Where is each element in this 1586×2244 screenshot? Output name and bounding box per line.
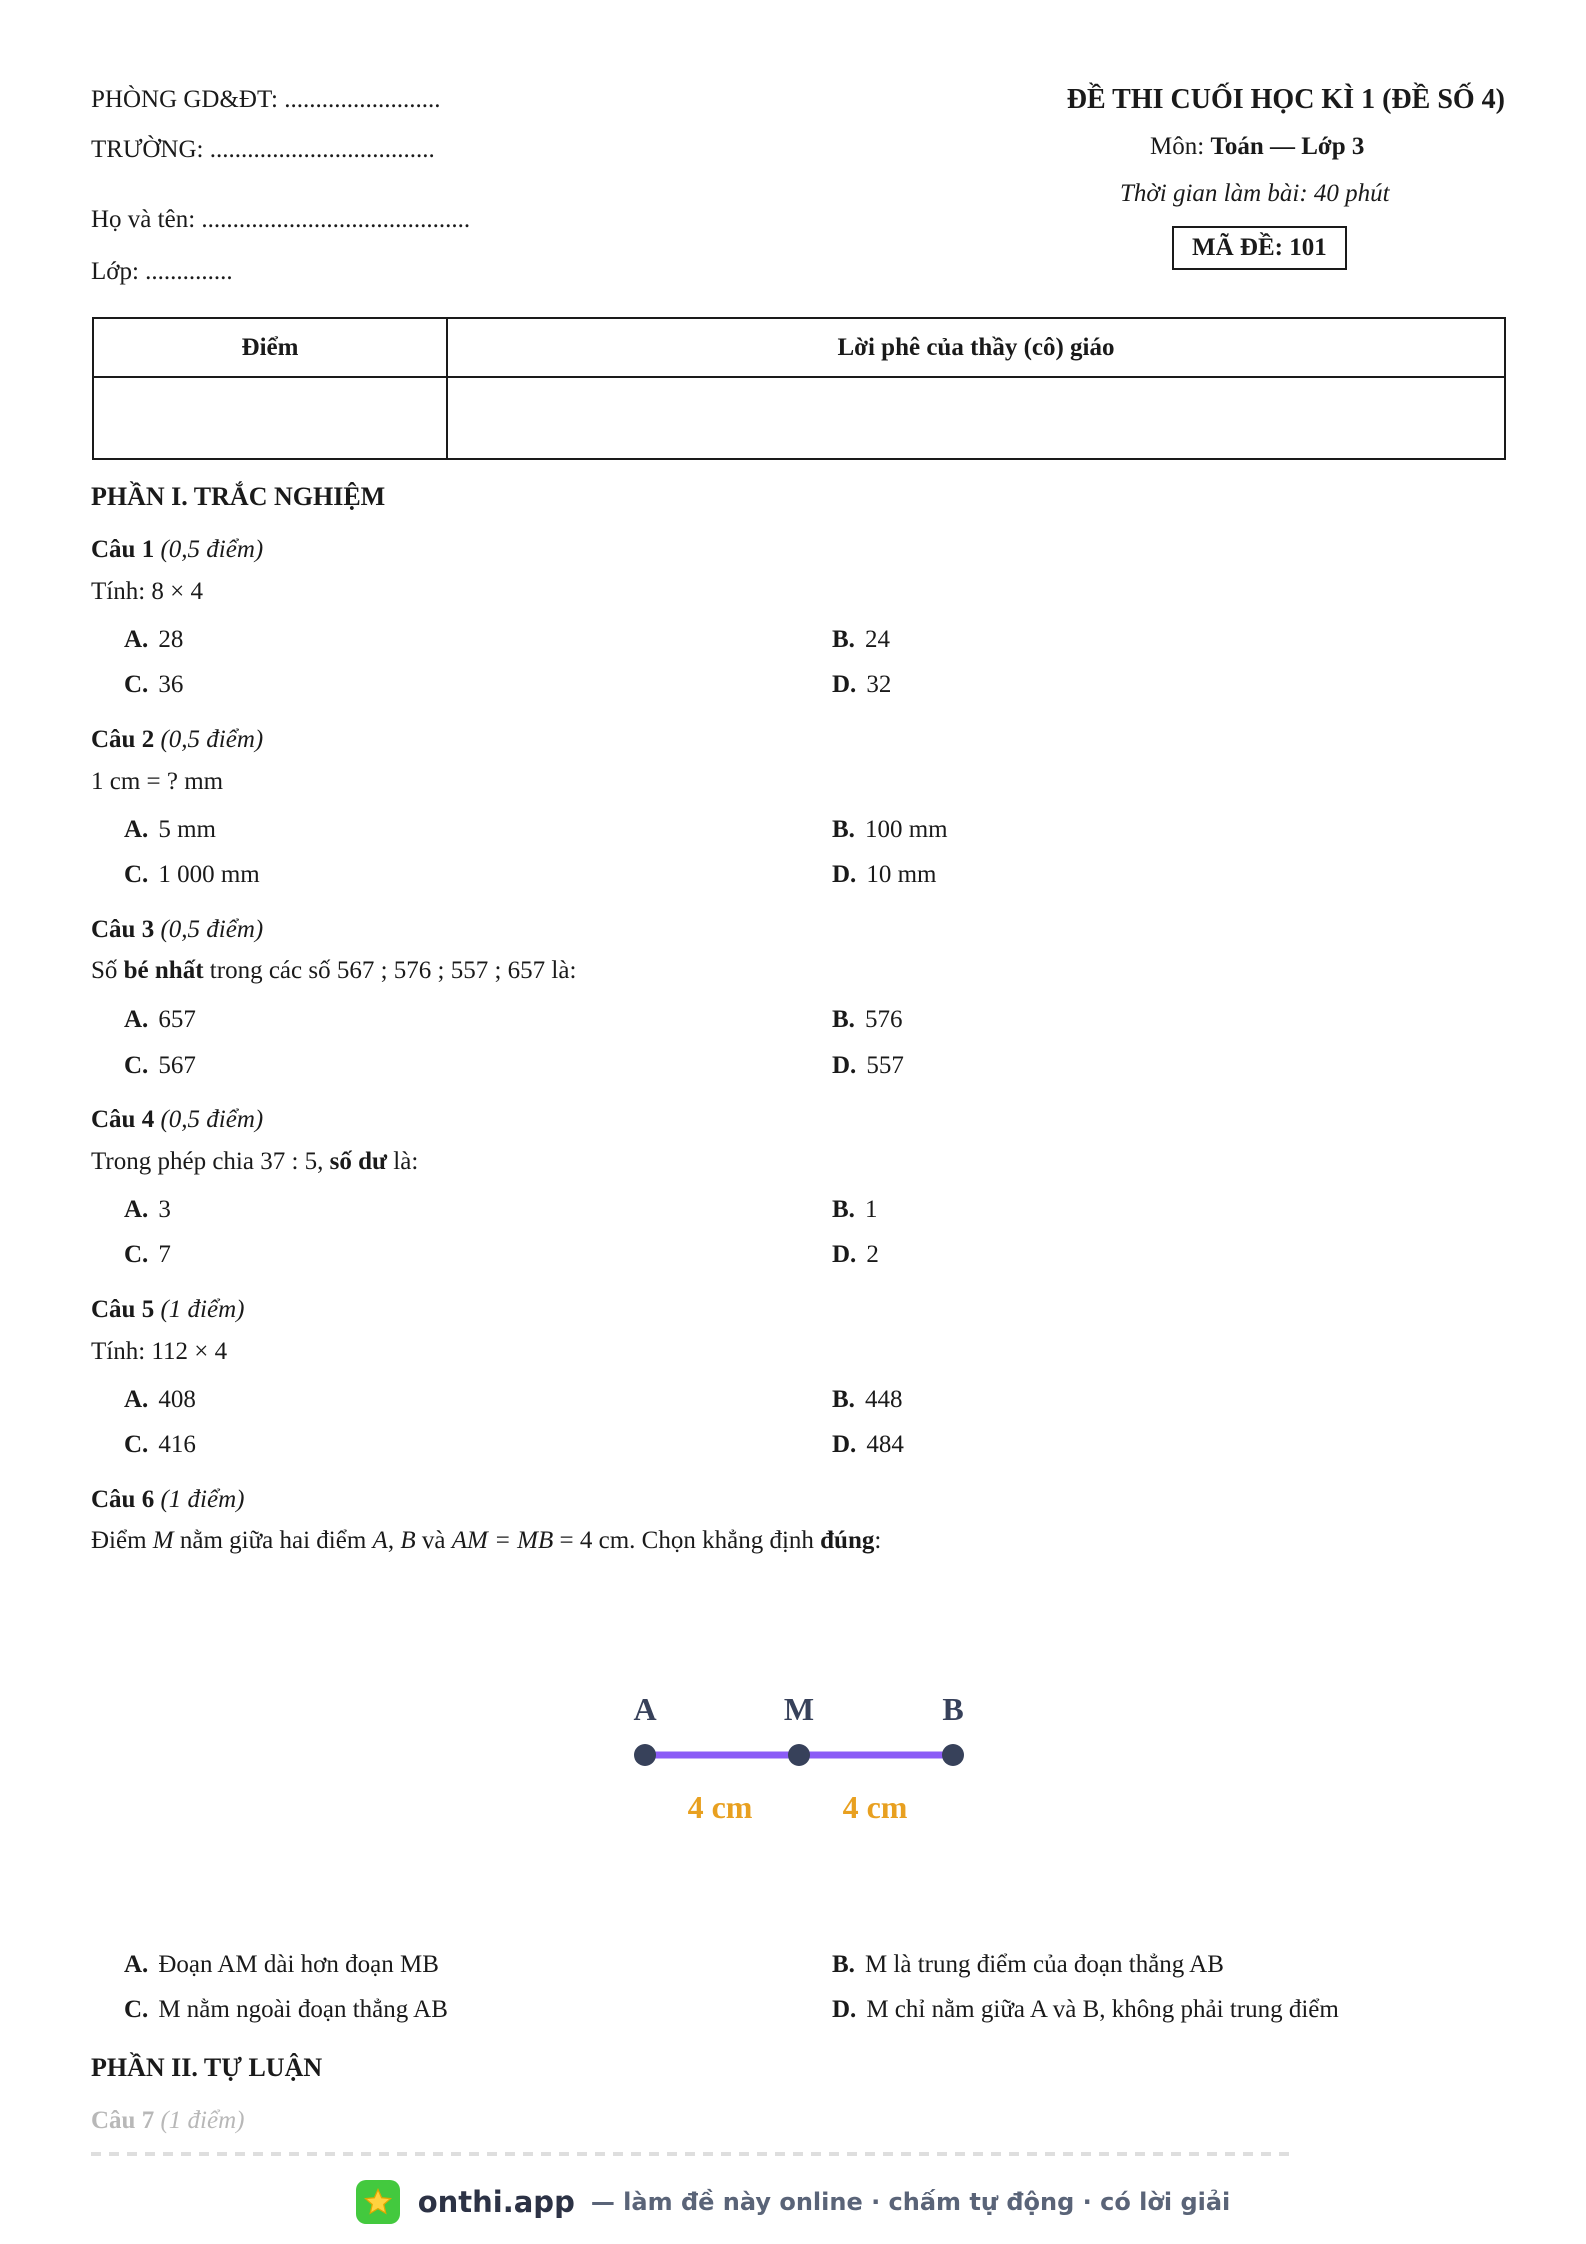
- subject-value: Toán — Lớp 3: [1210, 133, 1365, 160]
- exam-code-box: MÃ ĐỀ: 101: [1172, 226, 1347, 270]
- question-text: Điểm M nằm giữa hai điểm A, B và AM = MB = 4 cm. Chọn khẳng định đúng:: [91, 1527, 882, 1554]
- option-c: C. 1 000 mm: [124, 861, 260, 888]
- score-column-header: Điểm: [93, 318, 447, 377]
- question-label: Câu 2: [91, 726, 155, 753]
- question-points: (0,5 điểm): [160, 1106, 264, 1133]
- comment-cell: [447, 377, 1505, 459]
- option-b: B. 100 mm: [832, 816, 948, 843]
- question-text: Trong phép chia 37 : 5, số dư là:: [91, 1148, 419, 1175]
- question-text: Số bé nhất trong các số 567 ; 576 ; 557 ; 657 là:: [91, 957, 577, 984]
- option-c: C. 7: [124, 1241, 171, 1268]
- point-b-label: B: [942, 1691, 964, 1727]
- option-b: B. 1: [832, 1196, 878, 1223]
- option-c: C. 416: [124, 1431, 196, 1458]
- option-b: B. 576: [832, 1006, 903, 1033]
- question-text: Tính: 8 × 4: [91, 578, 204, 605]
- option-c: C. M nằm ngoài đoạn thẳng AB: [124, 1996, 448, 2023]
- subject-line: [1150, 133, 1364, 161]
- option-b: B. 24: [832, 626, 890, 653]
- question-label: Câu 5: [91, 1296, 155, 1323]
- question-text: 1 cm = ? mm: [91, 768, 224, 795]
- option-d: D. M chỉ nằm giữa A và B, không phải trung điểm: [832, 1996, 1339, 2023]
- score-table: [92, 317, 1506, 460]
- segment-mb-length: 4 cm: [842, 1789, 908, 1825]
- option-b: B. 448: [832, 1386, 903, 1413]
- score-cell: [93, 377, 447, 459]
- question-points: (0,5 điểm): [160, 726, 264, 753]
- phong-gddt-field: PHÒNG GD&ĐT: .........................: [91, 86, 441, 113]
- point-m-label: M: [783, 1691, 815, 1727]
- option-a: A. 657: [124, 1006, 196, 1033]
- point-b-dot: [942, 1744, 964, 1766]
- option-d: D. 32: [832, 671, 892, 698]
- option-d: D. 557: [832, 1052, 904, 1079]
- option-a: A. 28: [124, 626, 184, 653]
- time-allowed: Thời gian làm bài: 40 phút: [1120, 180, 1390, 207]
- option-b: B. M là trung điểm của đoạn thẳng AB: [832, 1951, 1224, 1978]
- question-label: Câu 6: [91, 1486, 155, 1513]
- subject-prefix: Môn:: [1150, 133, 1211, 160]
- option-c: C. 36: [124, 671, 184, 698]
- point-m-dot: [788, 1744, 810, 1766]
- option-a: A. 5 mm: [124, 816, 216, 843]
- question-label: Câu 3: [91, 916, 155, 943]
- brand-tagline: — làm đề này online · chấm tự động · có lời giải: [590, 2188, 1231, 2216]
- question-title: [91, 916, 263, 944]
- question-title: [91, 536, 263, 564]
- brand-name[interactable]: onthi.app: [417, 2185, 575, 2219]
- option-a: A. 408: [124, 1386, 196, 1413]
- question-points: (0,5 điểm): [160, 916, 264, 943]
- question-title: [91, 2107, 244, 2135]
- question-label: Câu 4: [91, 1106, 155, 1133]
- part1-heading: PHẦN I. TRẮC NGHIỆM: [91, 482, 386, 511]
- faded-text-line: [91, 2152, 1291, 2156]
- question-label: Câu 7: [91, 2107, 155, 2134]
- option-d: D. 10 mm: [832, 861, 937, 888]
- comment-column-header: Lời phê của thầy (cô) giáo: [447, 318, 1505, 377]
- option-d: D. 2: [832, 1241, 879, 1268]
- question-label: Câu 1: [91, 536, 155, 563]
- truong-field: TRƯỜNG: ....................................: [91, 136, 435, 163]
- question-title: [91, 1106, 263, 1134]
- question-points: (1 điểm): [160, 1486, 245, 1513]
- question-title: [91, 1296, 244, 1324]
- question-points: (1 điểm): [160, 2107, 245, 2134]
- footer-banner[interactable]: [0, 2177, 1586, 2227]
- option-d: D. 484: [832, 1431, 904, 1458]
- option-a: A. 3: [124, 1196, 171, 1223]
- part2-heading: PHẦN II. TỰ LUẬN: [91, 2053, 323, 2082]
- segment-diagram: [600, 1680, 1000, 1840]
- segment-am-length: 4 cm: [687, 1789, 753, 1825]
- question-title: [91, 1486, 244, 1514]
- lop-field: Lớp: ..............: [91, 258, 233, 285]
- point-a-label: A: [633, 1691, 657, 1727]
- question-text: Tính: 112 × 4: [91, 1338, 228, 1365]
- point-a-dot: [634, 1744, 656, 1766]
- option-a: A. Đoạn AM dài hơn đoạn MB: [124, 1951, 439, 1978]
- option-c: C. 567: [124, 1052, 196, 1079]
- question-points: (0,5 điểm): [160, 536, 264, 563]
- exam-title: ĐỀ THI CUỐI HỌC KÌ 1 (ĐỀ SỐ 4): [1066, 84, 1505, 115]
- question-points: (1 điểm): [160, 1296, 245, 1323]
- star-icon: [356, 2180, 400, 2224]
- ho-ten-field: Họ và tên: ...........................................: [91, 206, 471, 233]
- question-title: [91, 726, 263, 754]
